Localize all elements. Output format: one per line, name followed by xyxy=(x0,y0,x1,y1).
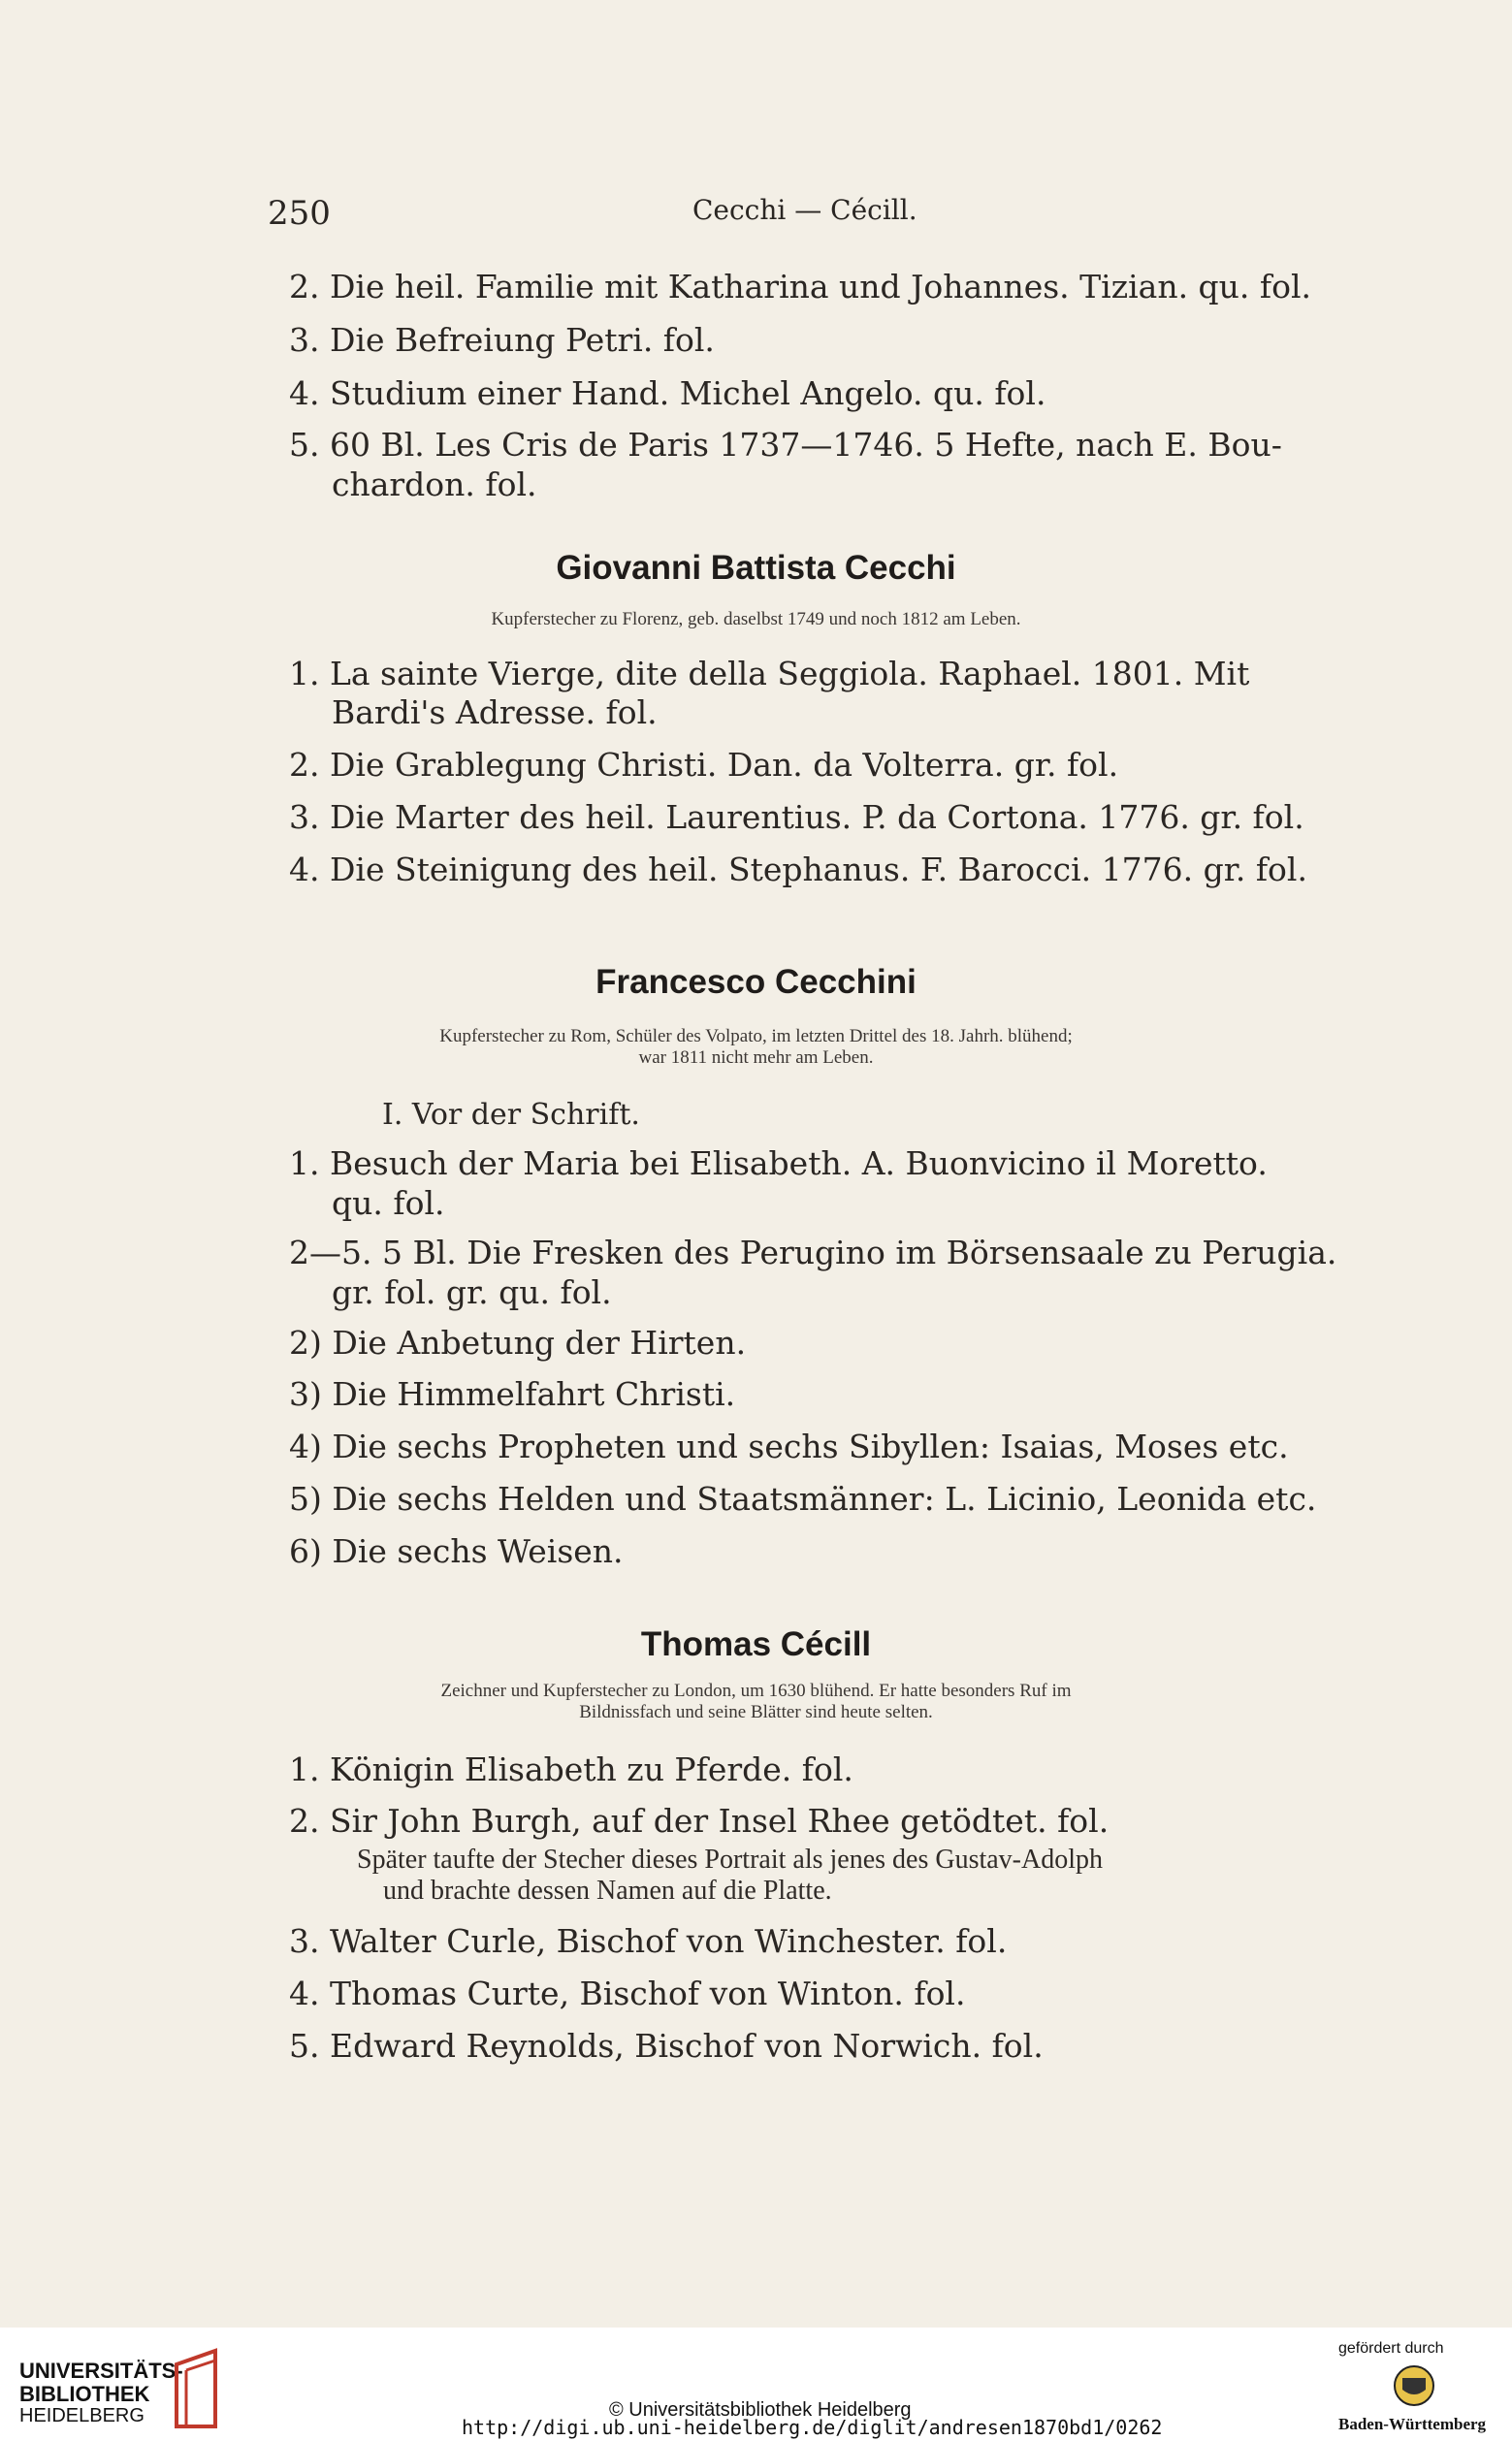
list-item: 2. Die heil. Familie mit Katharina und Johannes. Tizian. qu. fol. xyxy=(289,268,1312,305)
list-item: 3) Die Himmelfahrt Christi. xyxy=(289,1375,736,1413)
list-item: gr. fol. gr. qu. fol. xyxy=(332,1273,612,1311)
artist-subtitle: Zeichner und Kupferstecher zu London, um 1630 blühend. Er hatte besonders Ruf im xyxy=(440,1681,1072,1701)
list-item: 1. Königin Elisabeth zu Pferde. fol. xyxy=(289,1750,853,1788)
sponsor-name: Baden-Württemberg xyxy=(1338,2415,1487,2433)
item-note: Später taufte der Stecher dieses Portrait als jenes des Gustav-Adolph xyxy=(357,1845,1104,1875)
list-item: chardon. fol. xyxy=(332,466,537,503)
list-item: I. Vor der Schrift. xyxy=(382,1098,640,1132)
list-item: 4. Thomas Curte, Bischof von Winton. fol. xyxy=(289,1975,966,2012)
list-item: Bardi's Adresse. fol. xyxy=(332,693,658,731)
list-item: 2) Die Anbetung der Hirten. xyxy=(289,1324,747,1362)
list-item: 5. Edward Reynolds, Bischof von Norwich. fol. xyxy=(289,2027,1044,2065)
artist-heading: Thomas Cécill xyxy=(640,1625,872,1663)
list-item: 3. Walter Curle, Bischof von Winchester. fol. xyxy=(289,1922,1008,1960)
coat-of-arms-icon xyxy=(1391,2362,1437,2409)
source-url[interactable]: http://digi.ub.uni-heidelberg.de/diglit/andresen1870bd1/0262 xyxy=(462,2416,1163,2439)
list-item: 2—5. 5 Bl. Die Fresken des Perugino im Börsensaale zu Perugia. xyxy=(289,1234,1337,1271)
library-logo-icon xyxy=(163,2345,227,2432)
list-item: qu. fol. xyxy=(332,1184,445,1222)
copyright-text: © Universitätsbibliothek Heidelberg xyxy=(609,2399,912,2421)
artist-heading: Giovanni Battista Cecchi xyxy=(556,549,956,587)
list-item: 2. Sir John Burgh, auf der Insel Rhee getödtet. fol. xyxy=(289,1802,1110,1840)
artist-subtitle: war 1811 nicht mehr am Leben. xyxy=(638,1047,874,1068)
library-name-line: UNIVERSITÄTS- xyxy=(19,2359,183,2383)
list-item: 3. Die Marter des heil. Laurentius. P. da Cortona. 1776. gr. fol. xyxy=(289,798,1304,836)
artist-heading: Francesco Cecchini xyxy=(595,963,917,1001)
list-item: 4) Die sechs Propheten und sechs Sibyllen: Isaias, Moses etc. xyxy=(289,1428,1289,1465)
item-note: und brachte dessen Namen auf die Platte. xyxy=(383,1876,832,1906)
list-item: 1. Besuch der Maria bei Elisabeth. A. Buonvicino il Moretto. xyxy=(289,1144,1268,1182)
list-item: 2. Die Grablegung Christi. Dan. da Volterra. gr. fol. xyxy=(289,746,1119,784)
list-item: 4. Die Steinigung des heil. Stephanus. F. Barocci. 1776. gr. fol. xyxy=(289,851,1307,888)
library-name-line: BIBLIOTHEK xyxy=(19,2382,150,2406)
library-name-line: HEIDELBERG xyxy=(19,2405,145,2426)
list-item: 5. 60 Bl. Les Cris de Paris 1737—1746. 5 Hefte, nach E. Bou- xyxy=(289,426,1282,464)
artist-subtitle: Kupferstecher zu Rom, Schüler des Volpato, im letzten Drittel des 18. Jahrh. blühend; xyxy=(439,1026,1073,1046)
artist-subtitle: Bildnissfach und seine Blätter sind heute selten. xyxy=(579,1702,933,1722)
list-item: 4. Studium einer Hand. Michel Angelo. qu. fol. xyxy=(289,374,1046,412)
list-item: 6) Die sechs Weisen. xyxy=(289,1532,624,1570)
list-item: 1. La sainte Vierge, dite della Seggiola. Raphael. 1801. Mit xyxy=(289,655,1250,692)
list-item: 3. Die Befreiung Petri. fol. xyxy=(289,321,715,359)
artist-subtitle: Kupferstecher zu Florenz, geb. daselbst 1749 und noch 1812 am Leben. xyxy=(491,609,1021,629)
page-number: 250 xyxy=(268,194,331,233)
sponsor-label: gefördert durch xyxy=(1338,2340,1444,2357)
list-item: 5) Die sechs Helden und Staatsmänner: L. Licinio, Leonida etc. xyxy=(289,1480,1317,1518)
running-title: Cecchi — Cécill. xyxy=(692,194,917,226)
